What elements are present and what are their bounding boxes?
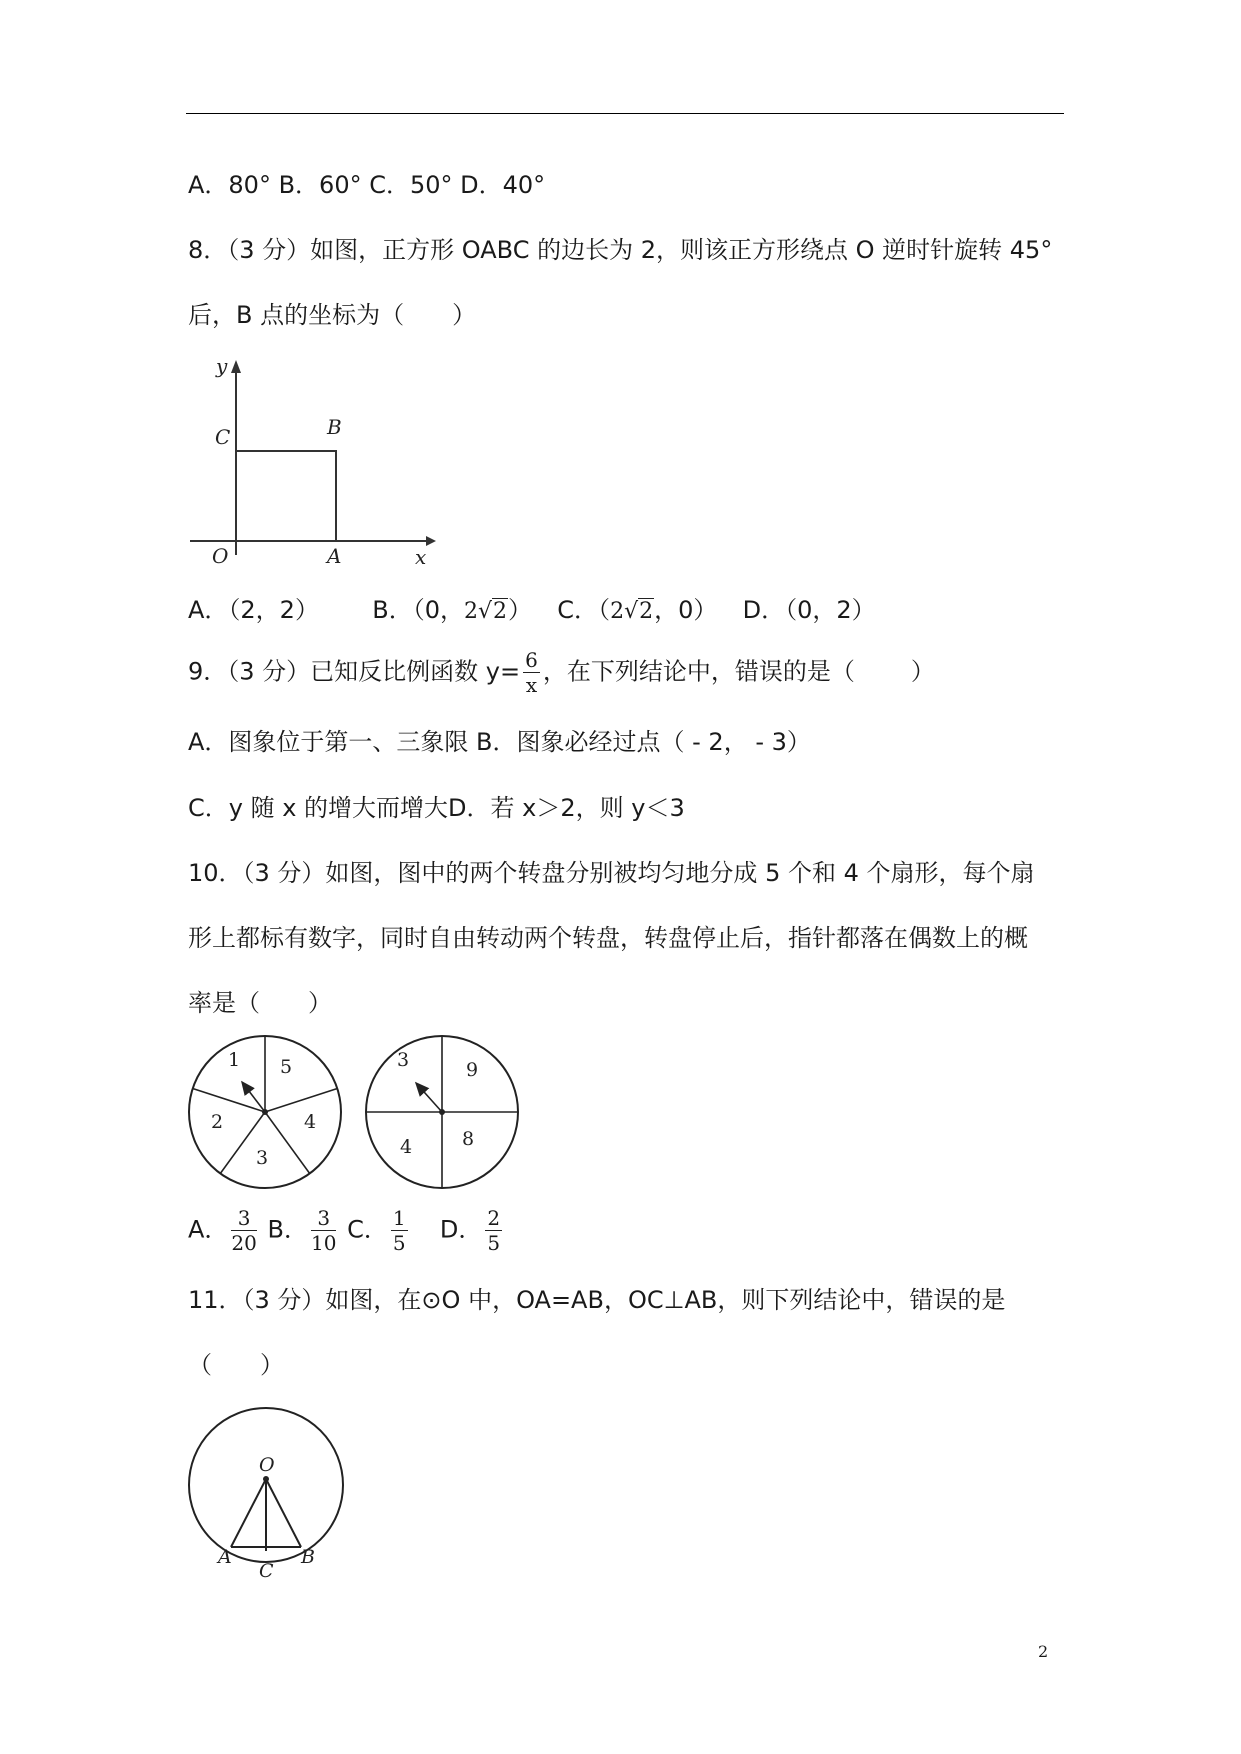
q8-option-c	[557, 596, 717, 624]
q9-text-prefix: 9．（3 分）已知反比例函数 y=	[188, 657, 521, 686]
q9-line-1	[188, 650, 935, 695]
fraction-denominator: 5	[392, 1231, 406, 1255]
fraction-numerator: 1	[392, 1206, 406, 1230]
q11-line-1: 11．（3 分）如图，在⊙O 中，OA=AB，OC⊥AB，则下列结论中，错误的是	[188, 1286, 1006, 1314]
point-c-label: C	[215, 425, 231, 449]
q8-option-c-post: ，0）	[654, 596, 718, 624]
spinner-wheel-five	[189, 1036, 341, 1188]
q8-option-c-radicand: 2	[639, 599, 654, 624]
q8-line-2	[188, 300, 476, 330]
point-b-label: B	[301, 1546, 315, 1568]
circle-figure	[186, 1403, 346, 1593]
wheel2-sector-label: 8	[462, 1128, 475, 1150]
q10-line-2: 形上都标有数字，同时自由转动两个转盘，转盘停止后，指针都落在偶数上的概	[188, 924, 1028, 952]
fraction-denominator: 20	[231, 1231, 257, 1255]
wheel2-sector-label: 3	[397, 1049, 410, 1071]
q10-options	[188, 1208, 505, 1253]
wheel1-sector-label: 3	[256, 1147, 269, 1169]
q8-option-a: A．（2，2）	[188, 596, 319, 624]
q10-option-b-fraction	[311, 1208, 336, 1253]
q10-option-d-fraction	[485, 1208, 502, 1253]
fraction-numerator: 2	[487, 1206, 501, 1230]
fraction-denominator: 5	[487, 1231, 501, 1255]
spinner-wheels-figure	[186, 1033, 526, 1193]
wheel1-sector-label: 2	[211, 1111, 224, 1133]
q10-option-d-label: D．	[439, 1215, 483, 1244]
q8-option-b-post: ）	[508, 596, 533, 624]
q11-line-2-close: ）	[260, 1351, 284, 1379]
wheel2-sector-label: 9	[466, 1059, 479, 1081]
q8-option-c-radical: 2√2	[610, 599, 654, 624]
point-b-label: B	[327, 415, 342, 439]
point-a-label: A	[218, 1546, 232, 1568]
q8-line-2-close: ）	[452, 301, 477, 329]
q8-options	[188, 595, 876, 627]
point-o-label: O	[259, 1454, 275, 1476]
point-o-label: O	[212, 544, 229, 568]
q10-line-3-text: 率是（	[188, 989, 260, 1017]
wheel1-sector-label: 5	[280, 1056, 293, 1078]
header-rule	[186, 113, 1064, 114]
q8-option-b-radicand: 2	[493, 599, 508, 624]
fraction-denominator: 10	[310, 1231, 337, 1255]
q10-option-a-label: A．	[188, 1215, 229, 1244]
wheel1-sector-label: 4	[304, 1111, 317, 1133]
q7-options: A．80° B．60° C．50° D．40°	[188, 171, 546, 199]
q9-fraction-denominator: x	[525, 673, 538, 697]
point-c-label: C	[259, 1560, 274, 1582]
q10-line-1: 10．（3 分）如图，图中的两个转盘分别被均匀地分成 5 个和 4 个扇形，每个扇	[188, 859, 1035, 887]
q8-option-b-coef: 2	[463, 599, 478, 624]
q10-option-b-label: B．	[267, 1215, 308, 1244]
q8-option-b-pre: B．（0，	[372, 596, 464, 624]
q11-line-2-open: （	[188, 1351, 212, 1379]
wheel-pointer-arrow-icon	[416, 1083, 442, 1112]
q8-option-d: D．（0，2）	[742, 596, 876, 624]
q10-line-3-close: ）	[308, 989, 332, 1017]
q9-line-2: A．图象位于第一、三象限 B．图象必经过点（ - 2， - 3）	[188, 728, 811, 756]
q10-line-3	[188, 988, 332, 1018]
q10-option-a-fraction	[231, 1208, 256, 1253]
y-axis-label: y	[216, 354, 228, 378]
q8-coordinate-figure	[186, 354, 436, 569]
fraction-numerator: 3	[311, 1208, 336, 1231]
q10-option-c-fraction	[391, 1208, 408, 1253]
wheel2-sector-label: 4	[400, 1136, 413, 1158]
spinner-wheel-four	[366, 1036, 518, 1188]
point-a-label: A	[327, 544, 342, 568]
x-axis-label: x	[415, 545, 427, 569]
q8-option-c-coef: 2	[610, 599, 625, 624]
q11-line-2	[188, 1350, 284, 1380]
q8-option-b-radical: 2√2	[463, 599, 508, 624]
q9-line-3: C．y 随 x 的增大而增大D．若 x＞2，则 y＜3	[188, 794, 685, 822]
q8-line-1: 8．（3 分）如图，正方形 OABC 的边长为 2，则该正方形绕点 O 逆时针旋转 45°	[188, 236, 1053, 264]
fraction-numerator: 3	[231, 1208, 256, 1231]
q9-text-suffix: ，在下列结论中，错误的是（	[542, 657, 855, 686]
q8-option-b	[372, 596, 532, 624]
q9-close: ）	[910, 657, 935, 686]
wheel1-sector-label: 1	[228, 1049, 241, 1071]
q9-fraction-numerator: 6	[525, 648, 538, 672]
q8-line-2-text: 后，B 点的坐标为（	[188, 301, 405, 329]
q9-fraction	[523, 650, 540, 695]
q8-option-c-pre: C．（	[557, 596, 611, 624]
page-number: 2	[1038, 1642, 1049, 1661]
q10-option-c-label: C．	[347, 1215, 388, 1244]
